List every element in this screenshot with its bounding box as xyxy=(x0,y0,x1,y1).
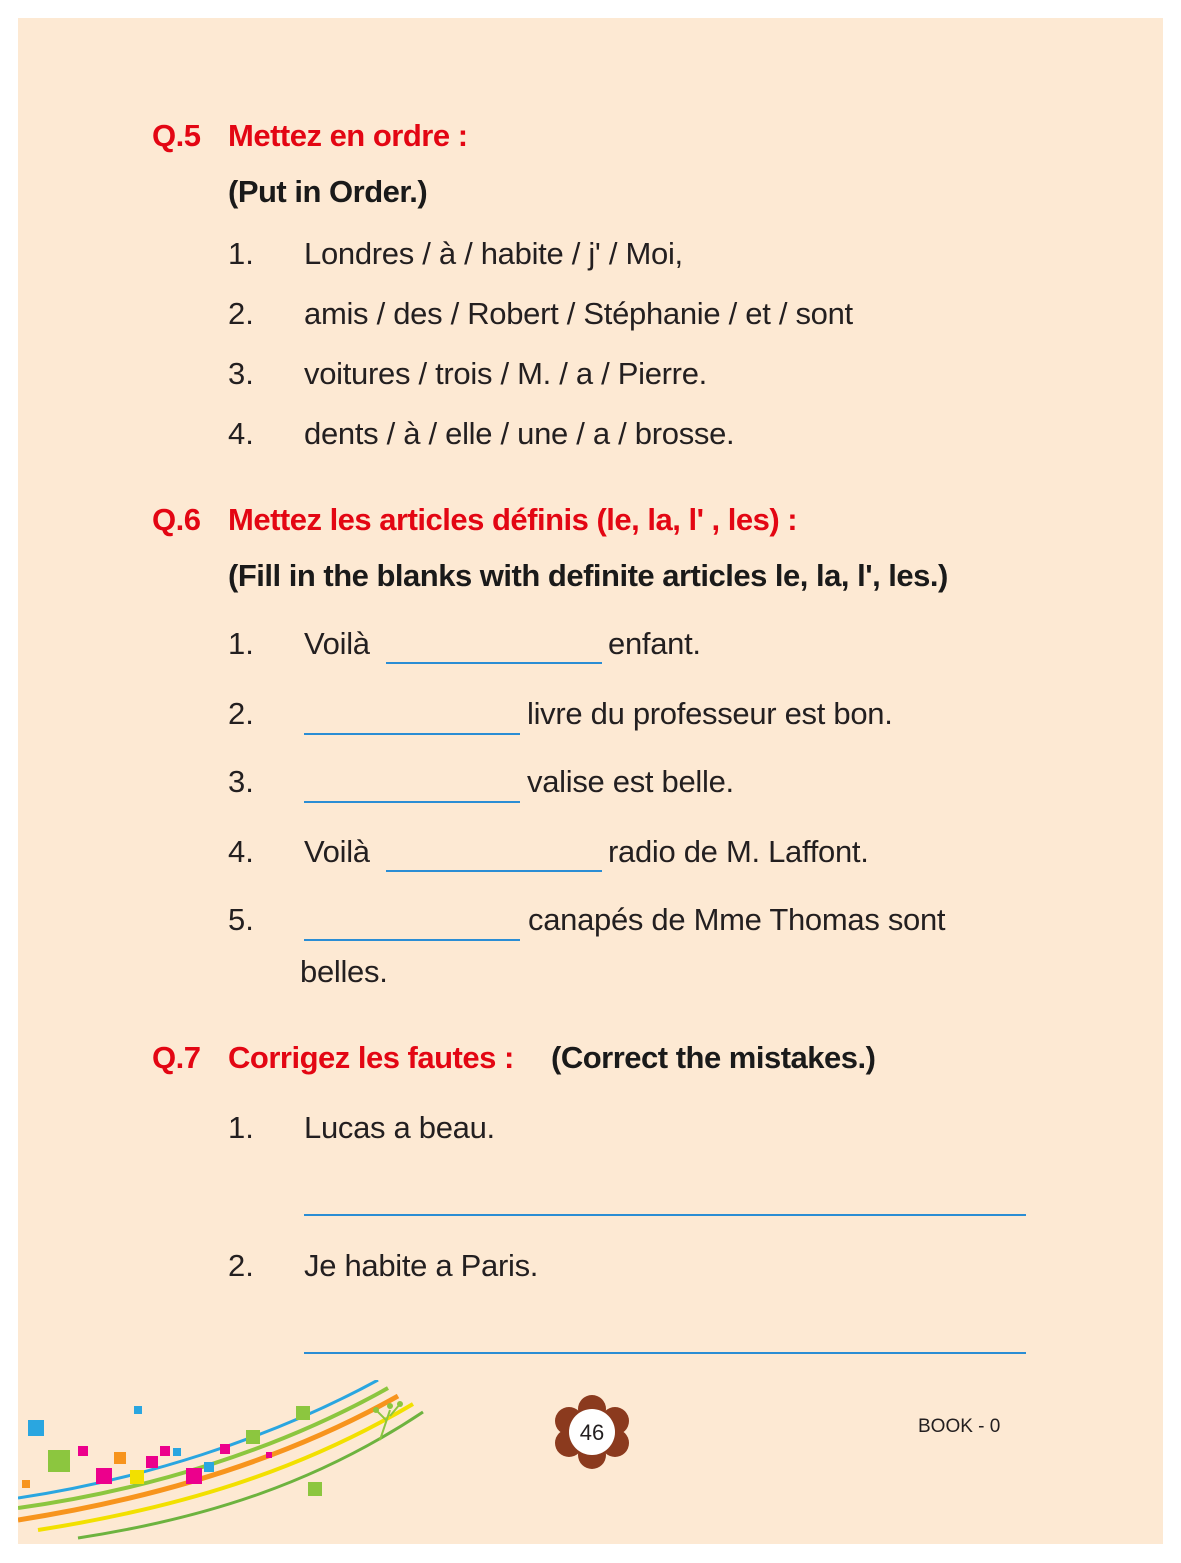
q6-number: Q.6 xyxy=(152,502,201,537)
q5-item-number: 1. xyxy=(228,236,254,271)
q6-item-after: enfant. xyxy=(608,626,701,661)
q7-item-text: Lucas a beau. xyxy=(304,1110,495,1145)
fill-blank-line[interactable] xyxy=(386,870,602,872)
q7-item-number: 2. xyxy=(228,1248,254,1283)
q5-item-number: 2. xyxy=(228,296,254,331)
q5-item-text: Londres / à / habite / j' / Moi, xyxy=(304,236,683,271)
q5-item-number: 4. xyxy=(228,416,254,451)
q5-subtitle: (Put in Order.) xyxy=(228,174,428,209)
q6-title: Mettez les articles définis (le, la, l' , les) : xyxy=(228,502,798,537)
q6-item-after: canapés de Mme Thomas sont xyxy=(528,902,946,937)
fill-blank-line[interactable] xyxy=(304,801,520,803)
fill-blank-line[interactable] xyxy=(386,662,602,664)
q5-item-text: voitures / trois / M. / a / Pierre. xyxy=(304,356,707,391)
q5-title: Mettez en ordre : xyxy=(228,118,468,153)
fill-blank-line[interactable] xyxy=(304,733,520,735)
page-number: 46 xyxy=(579,1420,605,1445)
q6-item-before: Voilà xyxy=(304,626,370,661)
q7-subtitle: (Correct the mistakes.) xyxy=(551,1040,876,1075)
q7-item-number: 1. xyxy=(228,1110,254,1145)
q7-title: Corrigez les fautes : xyxy=(228,1040,514,1075)
q5-item-text: amis / des / Robert / Stéphanie / et / sont xyxy=(304,296,853,331)
answer-line[interactable] xyxy=(304,1214,1026,1216)
decorative-swoosh-graphic xyxy=(18,1380,438,1540)
q7-number: Q.7 xyxy=(152,1040,201,1075)
answer-line[interactable] xyxy=(304,1352,1026,1354)
q6-item-continuation: belles. xyxy=(300,954,388,989)
q7-item-text: Je habite a Paris. xyxy=(304,1248,539,1283)
q5-item-text: dents / à / elle / une / a / brosse. xyxy=(304,416,735,451)
q6-item-number: 2. xyxy=(228,696,254,731)
q6-item-number: 4. xyxy=(228,834,254,869)
q6-item-before: Voilà xyxy=(304,834,370,869)
q6-subtitle: (Fill in the blanks with definite articles le, la, l', les.) xyxy=(228,558,948,593)
q6-item-number: 5. xyxy=(228,902,254,937)
q6-item-number: 1. xyxy=(228,626,254,661)
q5-number: Q.5 xyxy=(152,118,201,153)
book-label: BOOK - 0 xyxy=(918,1416,1001,1437)
q6-item-after: radio de M. Laffont. xyxy=(608,834,869,869)
q6-item-after: livre du professeur est bon. xyxy=(527,696,893,731)
fill-blank-line[interactable] xyxy=(304,939,520,941)
q6-item-after: valise est belle. xyxy=(527,764,734,799)
q5-item-number: 3. xyxy=(228,356,254,391)
q6-item-number: 3. xyxy=(228,764,254,799)
